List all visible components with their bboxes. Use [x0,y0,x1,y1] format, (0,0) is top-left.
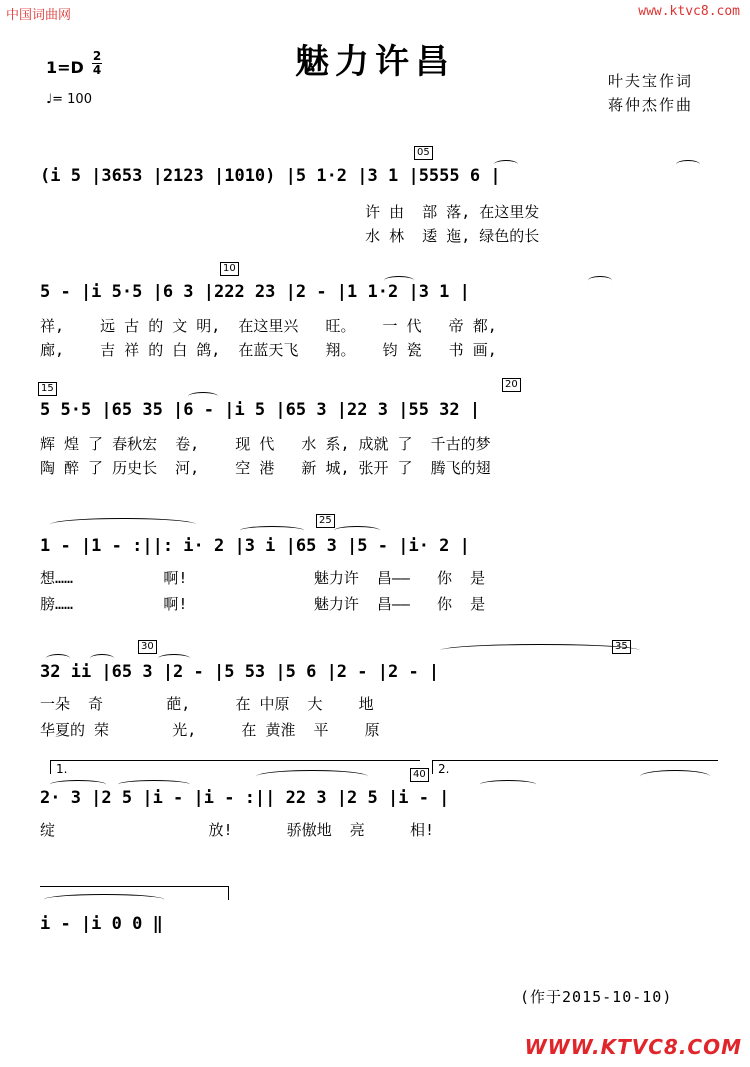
notes-line-3: 5 5·5 |65 35 |6 - |i 5 |65 3 |22 3 |55 32 | [40,400,481,420]
song-title: 魅力许昌 [295,42,455,82]
lyrics-verse1-line-1: 许 由 部 落, 在这里发 [40,203,540,221]
watermark-bottom: WWW.KTVC8.COM [524,1035,742,1059]
tie [440,644,640,657]
measure-number-25: 25 [316,514,335,528]
measure-number-5: 05 [414,146,433,160]
volta-2-bracket-end [432,760,433,774]
measure-number-10: 10 [220,262,239,276]
lyrics-verse2-line-1: 水 林 逶 迤, 绿色的长 [40,227,540,245]
tie [640,770,710,783]
notes-line-4: 1 - |1 - :||: i· 2 |3 i |65 3 |5 - |i· 2 | [40,536,470,556]
volta-2-label: 2. [438,762,450,776]
lyrics-verse1-line-3: 辉 煌 了 春秋宏 卷, 现 代 水 系, 成就 了 千古的梦 [40,435,491,453]
measure-number-20: 20 [502,378,521,392]
lyrics-verse2-line-3: 陶 醉 了 历史长 河, 空 港 新 城, 张开 了 腾飞的翅 [40,459,491,477]
notes-line-2: 5 - |i 5·5 |6 3 |222 23 |2 - |1 1·2 |3 1 | [40,282,470,302]
notes-line-5: 32 ii |65 3 |2 - |5 53 |5 6 |2 - |2 - | [40,662,440,682]
composition-date: (作于2015-10-10) [520,988,673,1006]
meter-bottom: 4 [92,63,102,77]
lyrics-verse2-line-2: 廊, 吉 祥 的 白 鸽, 在蓝天飞 翔。 钧 瓷 书 画, [40,341,497,359]
tie [256,770,368,783]
lyrics-line-6: 绽 放! 骄傲地 亮 相! [40,821,434,839]
lyrics-verse2-line-4: 膀…… 啊! 魅力许 昌—— 你 是 [40,595,486,613]
composer-credit: 蒋仲杰作曲 [608,96,694,114]
measure-number-40: 40 [410,768,429,782]
lyricist-credit: 叶夫宝作词 [608,72,694,90]
watermark-right: www.ktvc8.com [638,4,740,19]
tie [44,894,164,905]
tempo-mark: ♩= 100 [46,92,92,107]
lyrics-verse1-line-2: 祥, 远 古 的 文 明, 在这里兴 旺。 一 代 帝 都, [40,317,497,335]
volta-1-bracket [50,760,420,761]
notes-line-1: (i 5 |3653 |2123 |1010) |5 1·2 |3 1 |5555 6 | [40,166,501,186]
volta-1-bracket-end [50,760,51,774]
notes-line-6: 2· 3 |2 5 |i - |i - :|| 22 3 |2 5 |i - | [40,788,450,808]
lyrics-verse1-line-5: 一朵 奇 葩, 在 中原 大 地 [40,695,374,713]
watermark-left: 中国词曲网 [6,8,72,23]
volta-2-continuation-end [228,886,229,900]
volta-2-continuation [40,886,228,887]
measure-number-30: 30 [138,640,157,654]
lyrics-verse1-line-4: 想…… 啊! 魅力许 昌—— 你 是 [40,569,486,587]
lyrics-verse2-line-5: 华夏的 荣 光, 在 黄淮 平 原 [40,721,380,739]
key-signature: 1=D [46,58,84,77]
volta-1-label: 1. [56,762,68,776]
notes-line-7: i - |i 0 0 ‖ [40,914,163,934]
tie [50,518,196,531]
volta-2-bracket [432,760,718,761]
measure-number-35: 35 [612,640,631,654]
measure-number-15: 15 [38,382,57,396]
meter-top: 2 [92,49,102,63]
time-signature [92,50,102,77]
